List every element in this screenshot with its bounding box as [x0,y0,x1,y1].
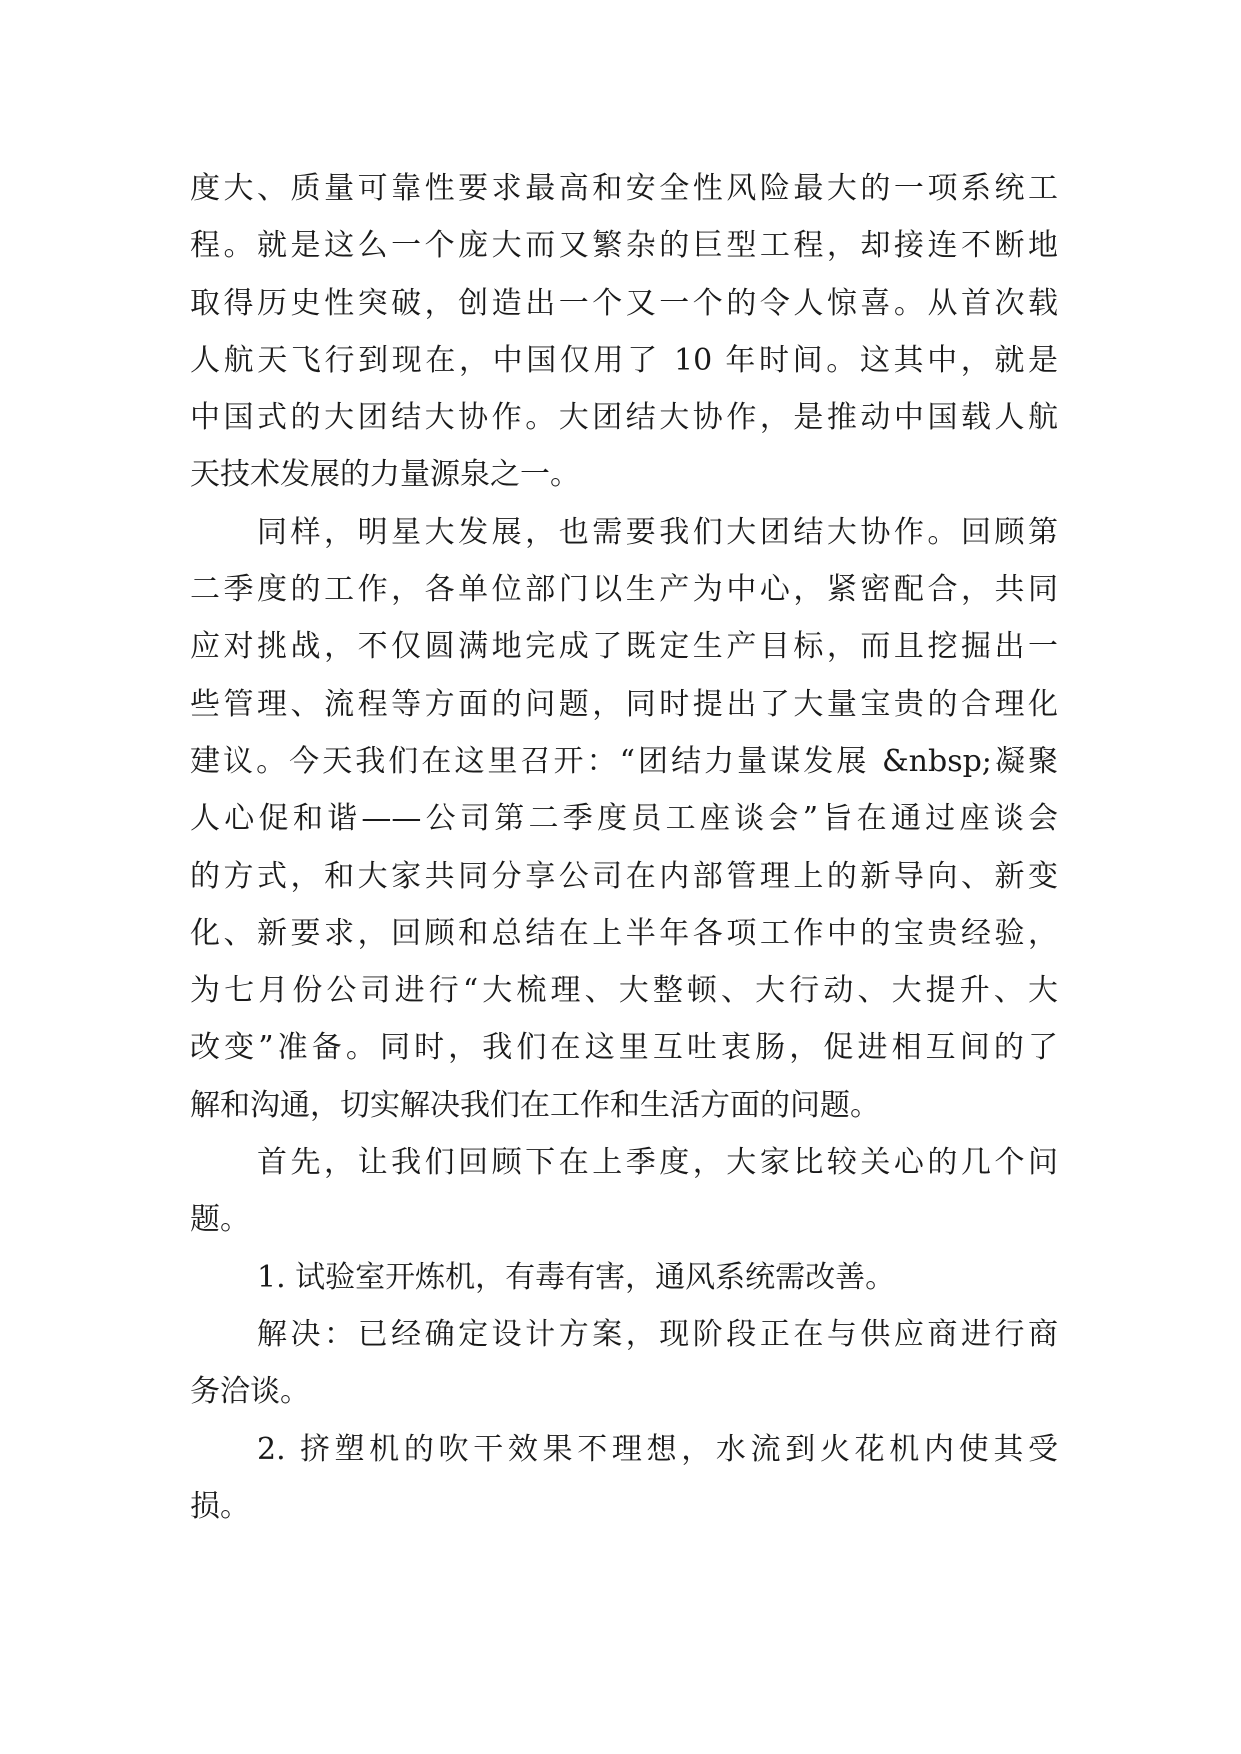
text-line: 改变”准备。同时，我们在这里互吐衷肠，促进相互间的了 [190,1030,1058,1066]
text-line: 解和沟通，切实解决我们在工作和生活方面的问题。 [190,1087,880,1123]
text-line: 为七月份公司进行“大梳理、大整顿、大行动、大提升、大 [190,973,1058,1009]
text-line: 二季度的工作，各单位部门以生产为中心，紧密配合，共同 [190,572,1058,608]
text-line: 的方式，和大家共同分享公司在内部管理上的新导向、新变 [190,858,1058,894]
text-line: 解决：已经确定设计方案，现阶段正在与供应商进行商 [257,1316,1058,1352]
text-line: 取得历史性突破，创造出一个又一个的令人惊喜。从首次载 [190,285,1058,321]
text-line: 同样，明星大发展，也需要我们大团结大协作。回顾第 [257,514,1058,550]
text-line: 建议。今天我们在这里召开：“团结力量谋发展 &nbsp;凝聚 [190,743,1058,779]
text-line: 人心促和谐——公司第二季度员工座谈会”旨在通过座谈会 [190,801,1058,837]
text-line: 度大、质量可靠性要求最高和安全性风险最大的一项系统工 [190,171,1058,206]
text-line: 损。 [190,1488,250,1524]
text-line: 应对挑战，不仅圆满地完成了既定生产目标，而且挖掘出一 [190,629,1058,665]
text-line: 天技术发展的力量源泉之一。 [190,457,580,493]
text-line: 化、新要求，回顾和总结在上半年各项工作中的宝贵经验， [190,915,1058,951]
list-item: 2. 挤塑机的吹干效果不理想，水流到火花机内使其受 [257,1431,1058,1467]
text-line: 人航天飞行到现在，中国仅用了 10 年时间。这其中，就是 [190,342,1058,378]
text-line: 务洽谈。 [190,1374,310,1410]
list-item: 1. 试验室开炼机，有毒有害，通风系统需改善。 [257,1259,896,1295]
document-body [190,160,1058,1535]
text-line: 程。就是这么一个庞大而又繁杂的巨型工程，却接连不断地 [190,228,1058,264]
text-line: 题。 [190,1202,250,1238]
text-line: 首先，让我们回顾下在上季度，大家比较关心的几个问 [257,1145,1058,1181]
text-line: 些管理、流程等方面的问题，同时提出了大量宝贵的合理化 [190,686,1058,722]
text-line: 中国式的大团结大协作。大团结大协作，是推动中国载人航 [190,400,1058,436]
